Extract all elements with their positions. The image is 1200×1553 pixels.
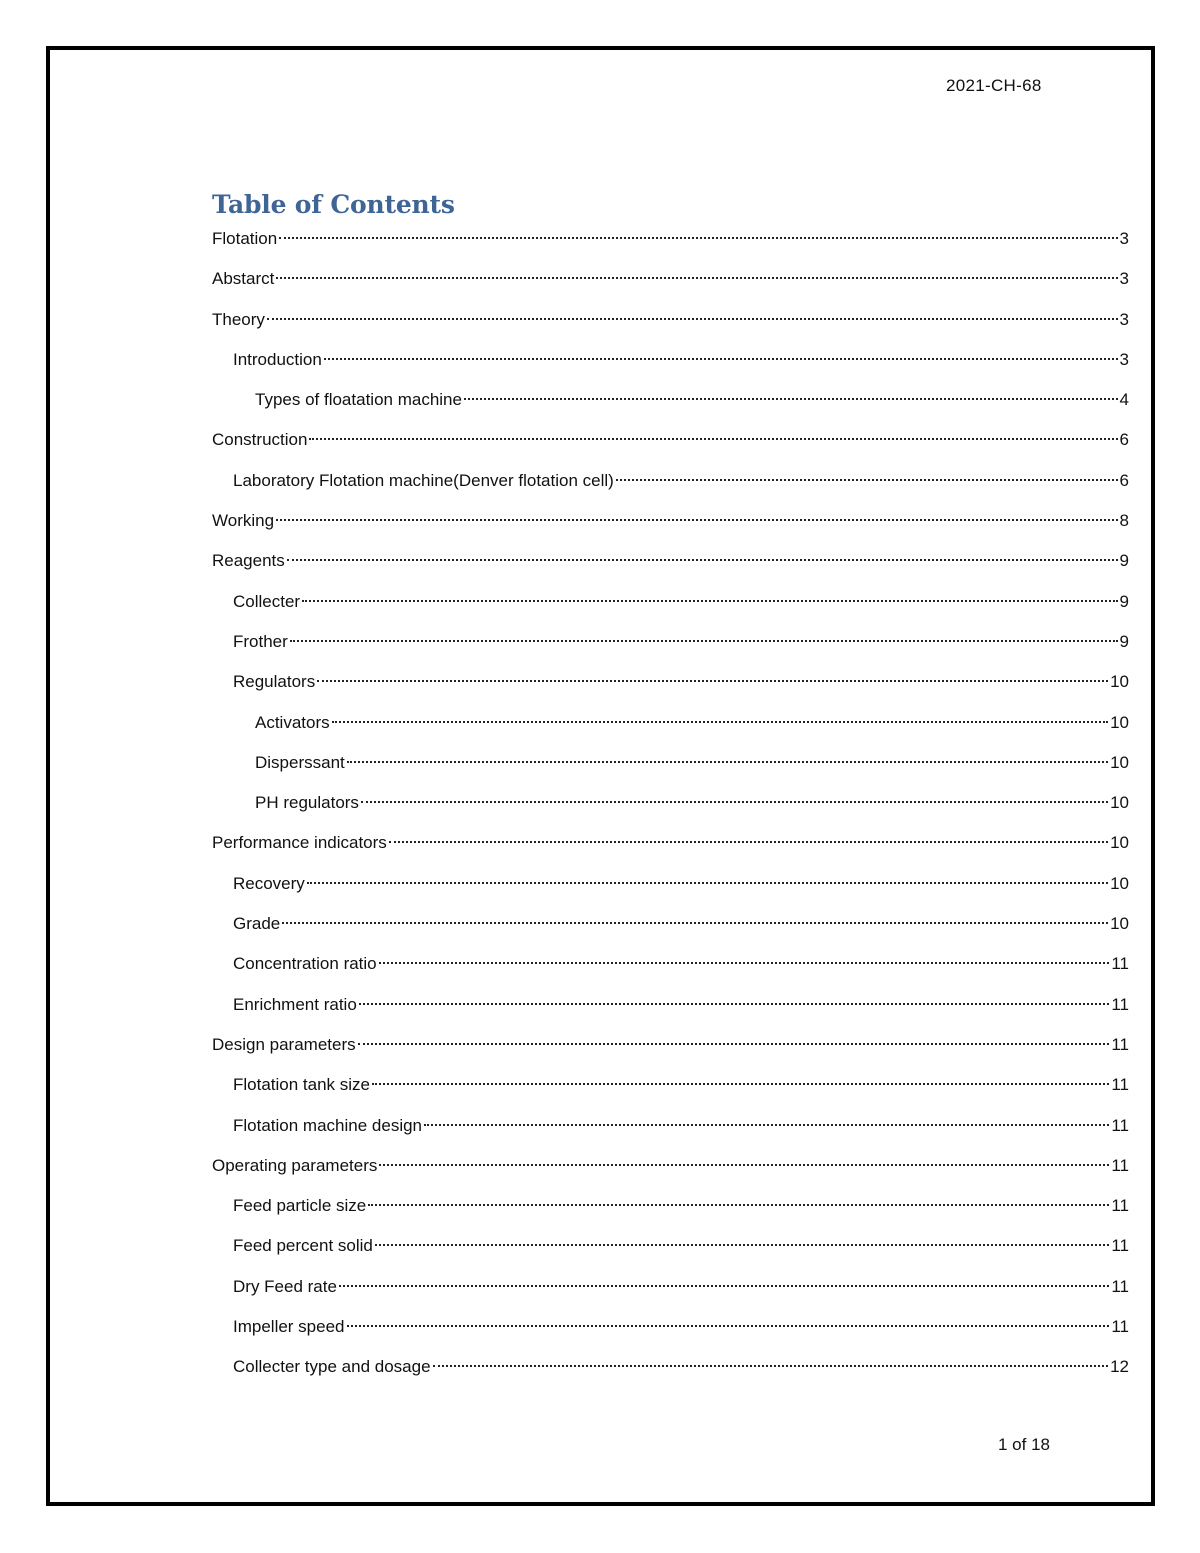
toc-dot-leader — [267, 318, 1118, 320]
toc-entry[interactable] — [212, 1191, 1129, 1231]
toc-entry[interactable] — [212, 667, 1129, 707]
toc-dot-leader — [339, 1285, 1109, 1287]
toc-entry-label[interactable]: Grade — [233, 914, 281, 934]
toc-dot-leader — [372, 1083, 1109, 1085]
toc-entry[interactable] — [212, 1111, 1129, 1151]
toc-entry[interactable] — [212, 1070, 1129, 1110]
toc-dot-leader — [424, 1124, 1109, 1126]
toc-dot-leader — [276, 519, 1117, 521]
toc-dot-leader — [616, 479, 1118, 481]
toc-entry[interactable] — [212, 990, 1129, 1030]
toc-entry[interactable] — [212, 949, 1129, 989]
toc-entry-page-number[interactable]: 11 — [1111, 1276, 1129, 1296]
toc-entry-page-number[interactable]: 11 — [1111, 1236, 1129, 1256]
toc-entry-page-number[interactable]: 10 — [1110, 833, 1129, 853]
toc-entry[interactable] — [212, 425, 1129, 465]
toc-entry-label[interactable]: Collecter — [233, 591, 301, 611]
toc-dot-leader — [307, 882, 1108, 884]
toc-entry[interactable] — [212, 828, 1129, 868]
toc-entry-page-number[interactable]: 10 — [1110, 712, 1129, 732]
toc-entry-label[interactable]: Design parameters — [212, 1034, 356, 1054]
toc-dot-leader — [375, 1244, 1109, 1246]
toc-entry-label[interactable]: Feed percent solid — [233, 1236, 373, 1256]
toc-entry-label[interactable]: Abstarct — [212, 269, 275, 289]
toc-entry-label[interactable]: Laboratory Flotation machine(Denver flotation cell) — [233, 470, 614, 490]
toc-entry[interactable] — [212, 869, 1129, 909]
toc-entry-label[interactable]: Introduction — [233, 349, 322, 369]
toc-entry-page-number[interactable]: 3 — [1119, 269, 1129, 289]
toc-entry-label[interactable]: Activators — [255, 712, 330, 732]
toc-dot-leader — [464, 398, 1118, 400]
toc-entry[interactable] — [212, 1272, 1129, 1312]
toc-entry-page-number[interactable]: 11 — [1111, 1115, 1129, 1135]
toc-entry-page-number[interactable]: 11 — [1111, 1196, 1129, 1216]
toc-entry-label[interactable]: Types of floatation machine — [255, 390, 462, 410]
toc-dot-leader — [324, 358, 1118, 360]
toc-entry-label[interactable]: Enrichment ratio — [233, 994, 357, 1014]
toc-entry-page-number[interactable]: 12 — [1110, 1357, 1129, 1377]
toc-entry-label[interactable]: Concentration ratio — [233, 954, 377, 974]
toc-entry-page-number[interactable]: 4 — [1119, 390, 1129, 410]
toc-dot-leader — [358, 1043, 1110, 1045]
toc-entry-page-number[interactable]: 3 — [1119, 309, 1129, 329]
toc-entry-page-number[interactable]: 10 — [1110, 793, 1129, 813]
toc-entry-page-number[interactable]: 11 — [1111, 954, 1129, 974]
toc-entry-label[interactable]: Regulators — [233, 672, 316, 692]
toc-entry-label[interactable]: Construction — [212, 430, 308, 450]
toc-entry-page-number[interactable]: 10 — [1110, 752, 1129, 772]
toc-entry-label[interactable]: Operating parameters — [212, 1155, 378, 1175]
toc-entry[interactable] — [212, 466, 1129, 506]
toc-dot-leader — [279, 237, 1117, 239]
toc-dot-leader — [317, 680, 1108, 682]
toc-dot-leader — [361, 801, 1108, 803]
toc-entry[interactable] — [212, 788, 1129, 828]
toc-entry[interactable] — [212, 1151, 1129, 1191]
toc-dot-leader — [332, 721, 1108, 723]
toc-dot-leader — [368, 1204, 1109, 1206]
toc-dot-leader — [347, 761, 1108, 763]
toc-entry[interactable] — [212, 546, 1129, 586]
toc-dot-leader — [389, 841, 1108, 843]
toc-dot-leader — [287, 559, 1118, 561]
toc-entry-label[interactable]: Feed particle size — [233, 1196, 367, 1216]
toc-entry[interactable] — [212, 1231, 1129, 1271]
toc-entry-label[interactable]: Recovery — [233, 873, 305, 893]
toc-entry[interactable] — [212, 748, 1129, 788]
toc-entry-page-number[interactable]: 11 — [1111, 1075, 1129, 1095]
toc-entry-label[interactable]: Theory — [212, 309, 265, 329]
toc-dot-leader — [433, 1365, 1109, 1367]
toc-entry-page-number[interactable]: 9 — [1119, 631, 1129, 651]
toc-dot-leader — [276, 277, 1117, 279]
toc-dot-leader — [282, 922, 1108, 924]
toc-entry[interactable] — [212, 1352, 1129, 1392]
toc-entry[interactable] — [212, 345, 1129, 385]
toc-entry-label[interactable]: Flotation tank size — [233, 1075, 371, 1095]
toc-entry[interactable] — [212, 708, 1129, 748]
table-of-contents — [212, 224, 1129, 1393]
toc-entry[interactable] — [212, 627, 1129, 667]
toc-dot-leader — [290, 640, 1118, 642]
toc-entry-page-number[interactable]: 3 — [1119, 349, 1129, 369]
toc-entry-page-number[interactable]: 10 — [1110, 672, 1129, 692]
toc-dot-leader — [302, 600, 1117, 602]
toc-entry[interactable] — [212, 305, 1129, 345]
toc-entry-page-number[interactable]: 11 — [1111, 1317, 1129, 1337]
toc-entry[interactable] — [212, 224, 1129, 264]
document-header-code: 2021-CH-68 — [946, 76, 1042, 95]
toc-entry[interactable] — [212, 385, 1129, 425]
toc-dot-leader — [379, 1164, 1109, 1166]
toc-dot-leader — [379, 962, 1110, 964]
toc-entry-label[interactable]: Disperssant — [255, 752, 345, 772]
toc-entry[interactable] — [212, 909, 1129, 949]
toc-entry-page-number[interactable]: 11 — [1111, 1155, 1129, 1175]
toc-entry-label[interactable]: Flotation — [212, 229, 278, 248]
toc-entry-page-number[interactable]: 9 — [1119, 591, 1129, 611]
toc-entry-page-number[interactable]: 3 — [1119, 229, 1129, 248]
toc-entry-label[interactable]: Reagents — [212, 551, 285, 571]
toc-entry-label[interactable]: Impeller speed — [233, 1317, 345, 1337]
toc-entry[interactable] — [212, 506, 1129, 546]
toc-entry[interactable] — [212, 264, 1129, 304]
toc-entry-page-number[interactable]: 6 — [1119, 430, 1129, 450]
toc-entry-page-number[interactable]: 10 — [1110, 873, 1129, 893]
toc-entry[interactable] — [212, 587, 1129, 627]
toc-entry-page-number[interactable]: 9 — [1119, 551, 1129, 571]
toc-entry-label[interactable]: Flotation machine design — [233, 1115, 423, 1135]
toc-entry[interactable] — [212, 1030, 1129, 1070]
toc-dot-leader — [359, 1003, 1110, 1005]
toc-entry-page-number[interactable]: 8 — [1119, 511, 1129, 531]
toc-title: Table of Contents — [212, 190, 455, 219]
toc-entry-label[interactable]: Working — [212, 511, 275, 531]
page-number-footer: 1 of 18 — [998, 1435, 1050, 1454]
toc-entry-label[interactable]: PH regulators — [255, 793, 359, 813]
toc-dot-leader — [347, 1325, 1110, 1327]
toc-entry-label[interactable]: Collecter type and dosage — [233, 1357, 431, 1377]
toc-entry-page-number[interactable]: 11 — [1111, 994, 1129, 1014]
toc-dot-leader — [309, 438, 1117, 440]
toc-entry-label[interactable]: Performance indicators — [212, 833, 387, 853]
toc-entry-page-number[interactable]: 11 — [1111, 1034, 1129, 1054]
toc-entry-page-number[interactable]: 6 — [1119, 470, 1129, 490]
toc-entry-label[interactable]: Dry Feed rate — [233, 1276, 337, 1296]
toc-entry[interactable] — [212, 1312, 1129, 1352]
toc-entry-label[interactable]: Frother — [233, 631, 288, 651]
toc-entry-page-number[interactable]: 10 — [1110, 914, 1129, 934]
